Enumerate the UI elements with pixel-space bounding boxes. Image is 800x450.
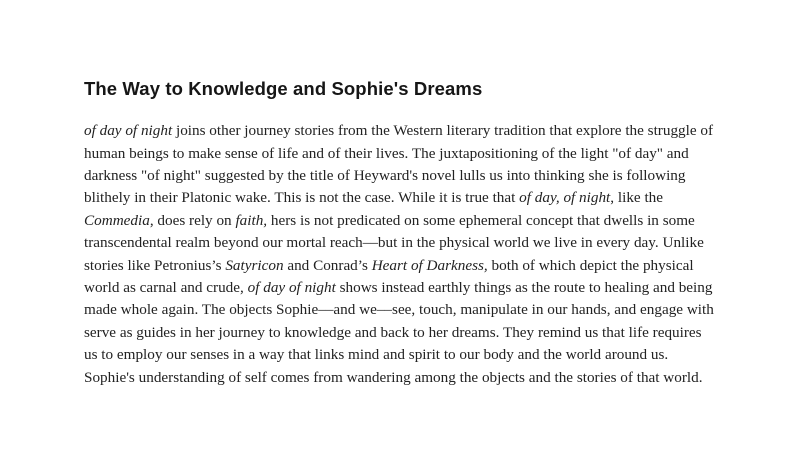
page-title: The Way to Knowledge and Sophie's Dreams [84, 78, 483, 99]
article-paragraph: of day of night joins other journey stories from the Western literary tradition that explore the struggle of human beings to make sense of life and of their lives. The juxtapositioning of the light "of day" and darkness "of night" suggested by the title of Heyward's novel lulls us into thinking she is following blithely in their Platonic wake. This is not the case. While it is true that of day, of night, like the Commedia, does rely on faith, hers is not predicated on some ephemeral concept that dwells in some transcendental realm beyond our mortal reach––but in the physical world we live in every day. Unlike stories like Petronius’s Satyricon and Conrad’s Heart of Darkness, both of which depict the physical world as carnal and crude, of day of night shows instead earthly things as the route to healing and being made whole again. The objects Sophie––and we––see, touch, manipulate in our hands, and engage with serve as guides in her journey to knowledge and back to her dreams. They remind us that life requires us to employ our senses in a way that links mind and spirit to our body and the world around us. Sophie's understanding of self comes from wandering among the objects and the stories of that world. [84, 122, 714, 386]
